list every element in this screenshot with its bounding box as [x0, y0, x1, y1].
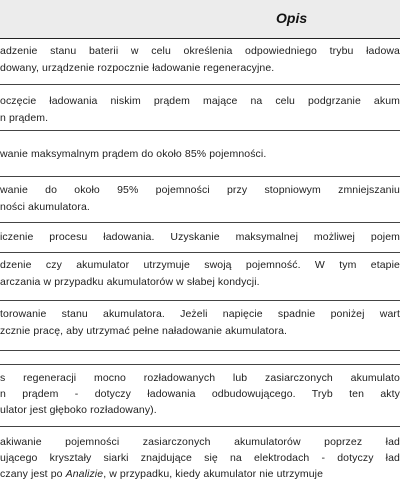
row-text-line: s regeneracji mocno rozładowanych lub zasiarczonych akumulato — [0, 372, 400, 384]
table-row — [0, 130, 400, 177]
table-header — [0, 0, 400, 39]
row-text-line: arczania w przypadku akumulatorów w słabej kondycji. — [0, 276, 260, 288]
row-text-line: adzenie stanu baterii w celu określenia odpowiedniego trybu ładowa — [0, 45, 400, 57]
table-row — [0, 84, 400, 131]
row-text-line: dowany, urządzenie rozpocznie ładowanie regeneracyjne. — [0, 62, 275, 74]
row-text-line: ulator jest głęboko rozładowany). — [0, 404, 157, 416]
row-text-line: ującego kryształy siarki znajdujące się na elektrodach - dotyczy ład — [0, 452, 400, 464]
row-text-line: zcznie pracę, aby utrzymać pełne naładowanie akumulatora. — [0, 325, 288, 337]
row-text-line: torowanie stanu akumulatora. Jeżeli napięcie spadnie poniżej wart — [0, 308, 400, 320]
emphasis-text: Analizie — [65, 468, 104, 480]
table-row — [0, 426, 400, 500]
row-text-line: iczenie procesu ładowania. Uzyskanie maksymalnej możliwej pojem — [0, 231, 400, 243]
row-text-line: wanie do około 95% pojemności przy stopniowym zmniejszaniu — [0, 184, 400, 196]
row-text-line: wanie maksymalnym prądem do około 85% pojemności. — [0, 148, 267, 160]
row-text-line: oczęcie ładowania niskim prądem mające na celu podgrzanie akum — [0, 95, 400, 107]
table-row — [0, 176, 400, 223]
row-text-line: ności akumulatora. — [0, 201, 90, 213]
table-row — [0, 38, 400, 85]
row-text-line: n prądem - dotyczy ładowania odbudowującego. Tryb ten akty — [0, 388, 400, 400]
table-row — [0, 222, 400, 253]
row-text-line: n prądem. — [0, 112, 49, 124]
row-text-line: czany jest po Analizie, w przypadku, kiedy akumulator nie utrzymuje — [0, 468, 324, 480]
table-row-divider — [0, 350, 400, 365]
table-row — [0, 300, 400, 351]
table-row — [0, 364, 400, 427]
row-text-line: dzenie czy akumulator utrzymuje swoją pojemność. W tym etapie — [0, 259, 400, 271]
table-row — [0, 252, 400, 301]
row-text-line: akiwanie pojemności zasiarczonych akumulatorów poprzez ład — [0, 436, 400, 448]
column-title: Opis — [276, 10, 308, 26]
